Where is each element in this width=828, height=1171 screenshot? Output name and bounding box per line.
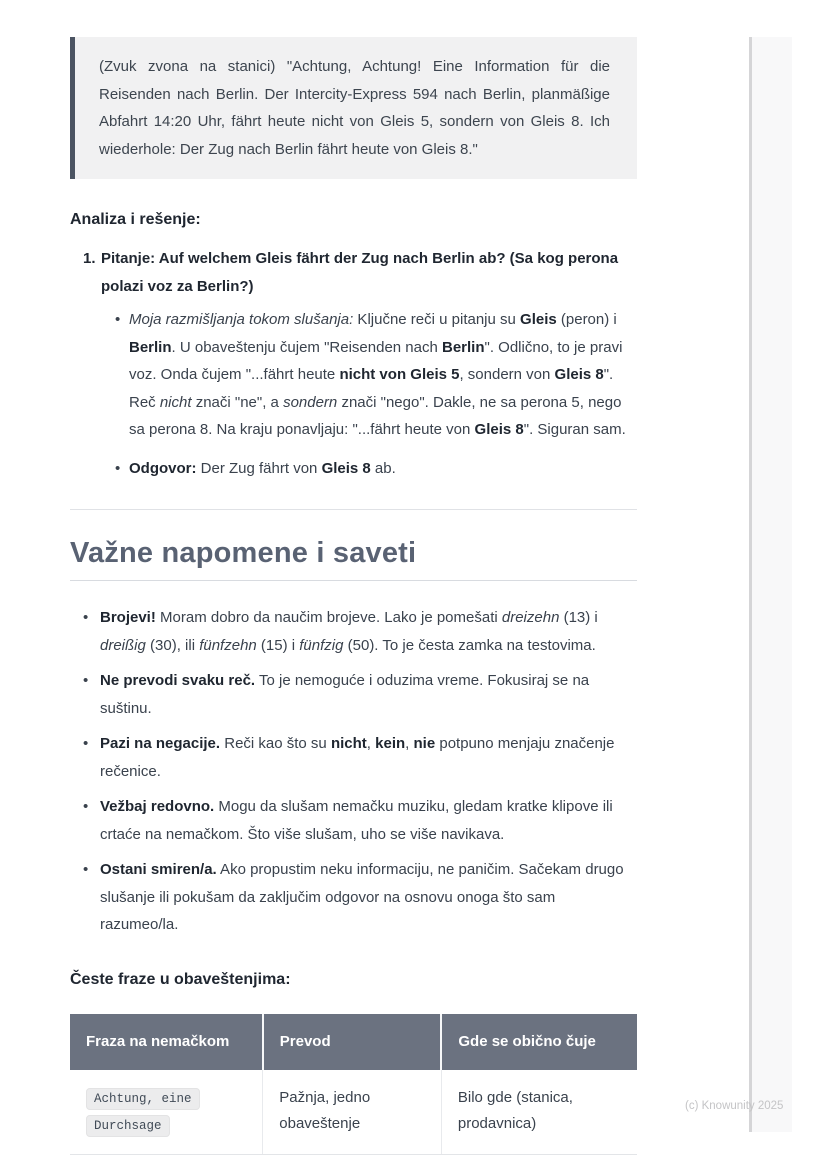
section-divider (70, 509, 637, 510)
tips-list (70, 604, 637, 939)
tip-numbers: • Brojevi! Moram dobro da naučim brojeve. Lako je pomešati dreizehn (13) i dreißig (30), ili fünfzehn (15) i fünfzig (50). To je česta zamka na testovima. (70, 604, 637, 659)
phrases-table (70, 1014, 637, 1155)
knowunity-watermark: (c) Knowunity 2025 (685, 1100, 784, 1112)
question-list-item (70, 245, 637, 493)
phrase-translation-cell: Pažnja, jedno obaveštenje (263, 1070, 442, 1155)
answer-bullet: • Odgovor: Der Zug fährt von Gleis 8 ab. (101, 455, 637, 483)
tip-practice: • Vežbaj redovno. Mogu da slušam nemačku muziku, gledam kratke klipove ili crtaće na nemačkom. Što više slušam, uho se više navikava. (70, 793, 637, 848)
tips-section-heading: Važne napomene i saveti (70, 536, 637, 581)
document-content (70, 0, 637, 1155)
analysis-sublist (101, 306, 637, 482)
analysis-heading: Analiza i rešenje: (70, 211, 201, 228)
question-text: Pitanje: Auf welchem Gleis fährt der Zug nach Berlin ab? (Sa kog perona polazi voz za Berlin?) (101, 250, 619, 295)
transcript-text: (Zvuk zvona na stanici) "Achtung, Achtung! Eine Information für die Reisenden nach Berlin. Der Intercity-Express 594 nach Berlin, planmäßige Abfahrt 14:20 Uhr, fährt heute nicht von Gleis 5, sondern von Gleis 8. Ich wiederhole: Der Zug nach Berlin fährt heute von Gleis 8." (99, 58, 610, 158)
question-number: 1. (83, 250, 96, 267)
tip-dont-translate: • Ne prevodi svaku reč. To je nemoguće i oduzima vreme. Fokusiraj se na suštinu. (70, 667, 637, 722)
phrases-table-row (70, 1070, 637, 1155)
column-header-translation: Prevod (263, 1014, 442, 1070)
phrases-table-header-row (70, 1014, 637, 1070)
tip-negations: • Pazi na negacije. Reči kao što su nicht, kein, nie potpuno menjaju značenje rečenice. (70, 730, 637, 785)
phrases-heading: Česte fraze u obaveštenjima: (70, 970, 291, 988)
column-header-where: Gde se obično čuje (441, 1014, 637, 1070)
german-phrase-code: Achtung, eine Durchsage (86, 1088, 200, 1137)
page-margin-strip (749, 37, 792, 1132)
column-header-phrase: Fraza na nemačkom (70, 1014, 263, 1070)
thoughts-bullet: • Moja razmišljanja tokom slušanja: Ključne reči u pitanju su Gleis (peron) i Berlin. U obaveštenju čujem "Reisenden nach Berlin". Odlično, to je pravi voz. Onda čujem "...fährt heute nicht von Gleis 5, sondern von Gleis 8". Reč nicht znači "ne", a sondern znači "nego". Dakle, ne sa perona 5, nego sa perona 8. Na kraju ponavljaju: "...fährt heute von Gleis 8". Siguran sam. (101, 306, 637, 444)
phrase-where-cell: Bilo gde (stanica, prodavnica) (441, 1070, 637, 1155)
tip-stay-calm: • Ostani smiren/a. Ako propustim neku informaciju, ne paničim. Sačekam drugo slušanje ili pokušam da zaključim odgovor na osnovu onoga što sam razumeo/la. (70, 856, 637, 939)
listening-transcript-blockquote (70, 37, 637, 179)
